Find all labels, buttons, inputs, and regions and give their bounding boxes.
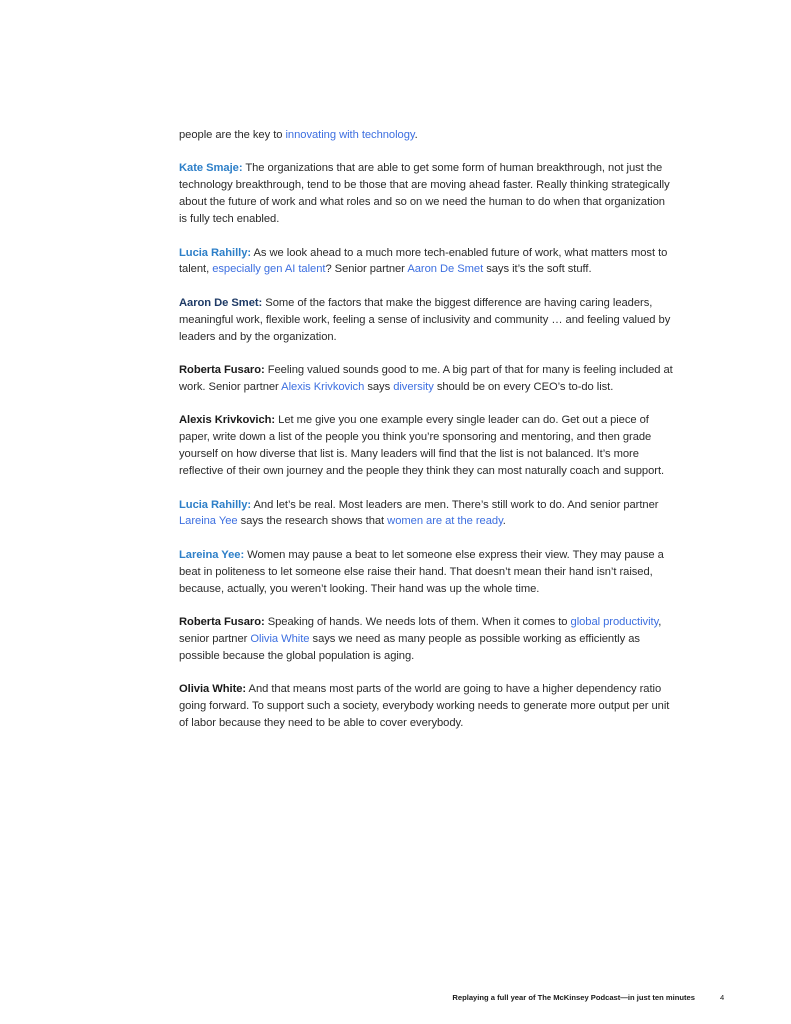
paragraph-text: Feeling valued sounds good to me. A big part of that for many is feeling included at work. Senior partner — [179, 364, 673, 393]
footer-title: Replaying a full year of The McKinsey Podcast—in just ten minutes — [452, 993, 695, 1002]
paragraph-text: ? Senior partner — [325, 263, 408, 276]
speaker-name: Alexis Krivkovich: — [179, 414, 276, 427]
speaker-name: Lucia Rahilly: — [179, 246, 252, 259]
paragraph-aaron-de-smet — [179, 295, 674, 346]
link-diversity[interactable]: diversity — [393, 380, 434, 393]
paragraph-text: And that means most parts of the world are going to have a higher dependency ratio going forward. To support such a society, everybody working needs to generate more output per unit of labor because they need to be able to cover everybody. — [179, 683, 670, 730]
speaker-name: Kate Smaje: — [179, 162, 243, 175]
article-body — [179, 127, 674, 748]
paragraph-text: Some of the factors that make the biggest difference are having caring leaders, meaningful work, flexible work, feeling a sense of inclusivity and community … and feeling valued by leaders and by the organization. — [179, 296, 671, 343]
paragraph-text: Let me give you one example every single leader can do. Get out a piece of paper, write down a list of the people you think you’re sponsoring and mentoring, and then grade yourself on how diverse that list is. Many leaders will find that the list is not balanced. It’s more reflective of their own journey and the people they think they can most naturally coach and support. — [179, 414, 665, 478]
paragraph-text: Women may pause a beat to let someone else express their view. They may pause a beat in politeness to let someone else raise their hand. That doesn’t mean their hand isn’t raised, because, actually, you weren’t looking. Their hand was up the whole time. — [179, 548, 664, 595]
link-innovating-with-technology[interactable]: innovating with technology — [285, 129, 415, 141]
paragraph-alexis-krivkovich — [179, 412, 674, 480]
link-women-at-the-ready[interactable]: women are at the ready — [387, 515, 503, 528]
paragraph-lucia-rahilly-2 — [179, 497, 674, 531]
paragraph-lucia-rahilly-1 — [179, 245, 674, 279]
paragraph-intro — [179, 127, 674, 144]
paragraph-text: says the research shows that — [237, 515, 388, 528]
paragraph-text: says it’s the soft stuff. — [483, 263, 592, 276]
link-alexis-krivkovich[interactable]: Alexis Krivkovich — [281, 380, 365, 393]
paragraph-text: Speaking of hands. We needs lots of them. When it comes to — [264, 616, 571, 629]
page-number: 4 — [720, 993, 725, 1002]
speaker-name: Olivia White: — [179, 683, 247, 696]
speaker-name: Roberta Fusaro: — [179, 364, 265, 377]
paragraph-olivia-white — [179, 681, 674, 732]
link-gen-ai-talent[interactable]: especially gen AI talent — [212, 263, 326, 276]
paragraph-text: says — [364, 380, 394, 393]
speaker-name: Aaron De Smet: — [179, 296, 263, 309]
speaker-name: Lareina Yee: — [179, 548, 245, 561]
paragraph-kate-smaje — [179, 160, 674, 228]
link-olivia-white[interactable]: Olivia White — [250, 632, 310, 645]
link-global-productivity[interactable]: global productivity — [570, 616, 659, 629]
paragraph-text: , senior partner — [179, 616, 662, 645]
paragraph-text: The organizations that are able to get some form of human breakthrough, not just the technology breakthrough, tend to be those that are moving ahead faster. Really thinking strategically about the future of work and what roles and so on we need the human to do when that organization is fully tech enabled. — [179, 162, 670, 226]
paragraph-text: As we look ahead to a much more tech-enabled future of work, what matters most to talent, — [179, 246, 668, 276]
page-footer — [0, 993, 791, 1007]
paragraph-lareina-yee — [179, 547, 674, 598]
paragraph-text: should be on every CEO’s to-do list. — [433, 380, 614, 393]
link-aaron-de-smet[interactable]: Aaron De Smet — [407, 263, 484, 276]
paragraph-roberta-fusaro-2 — [179, 614, 674, 665]
paragraph-roberta-fusaro-1 — [179, 362, 674, 396]
link-lareina-yee[interactable]: Lareina Yee — [179, 515, 238, 528]
paragraph-text: people are the key to — [179, 129, 286, 141]
speaker-name: Lucia Rahilly: — [179, 498, 252, 511]
speaker-name: Roberta Fusaro: — [179, 616, 265, 629]
paragraph-text: . — [414, 129, 418, 141]
paragraph-text: And let’s be real. Most leaders are men. There’s still work to do. And senior partner — [251, 498, 659, 511]
paragraph-text: . — [502, 515, 506, 528]
paragraph-text: says we need as many people as possible working as efficiently as possible because the global population is aging. — [179, 632, 640, 662]
